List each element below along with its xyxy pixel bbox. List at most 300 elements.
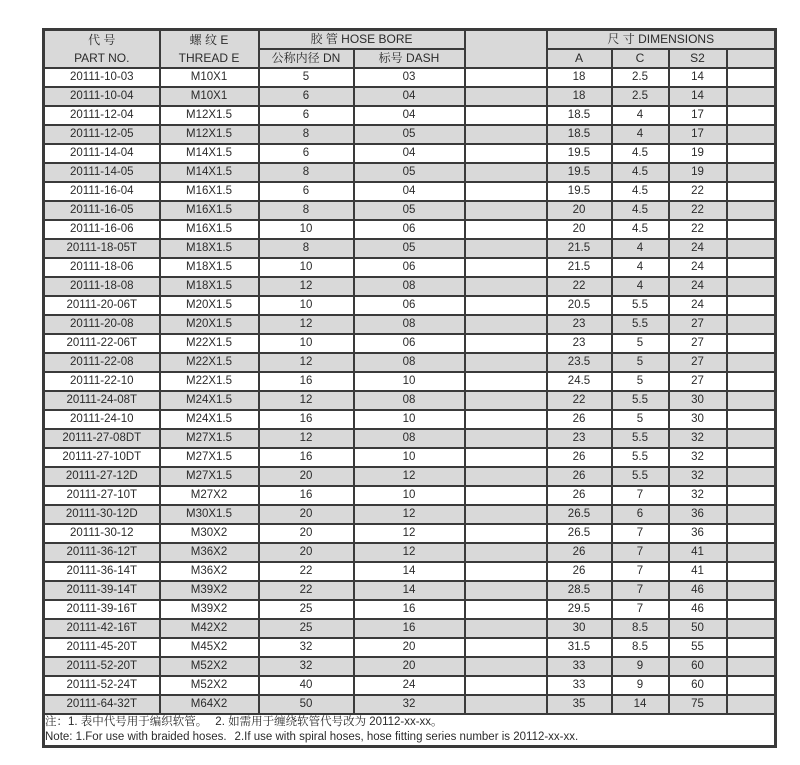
cell-s2: 41 [669, 543, 727, 562]
cell-c: 14 [612, 695, 669, 714]
cell-a: 18 [547, 68, 612, 87]
cell-a: 22 [547, 277, 612, 296]
table-row [44, 391, 776, 410]
table-body [44, 68, 776, 714]
cell-thread: M22X1.5 [160, 372, 259, 391]
cell-s2: 24 [669, 239, 727, 258]
cell-c: 4 [612, 277, 669, 296]
cell-dash: 08 [354, 315, 465, 334]
cell-c: 2.5 [612, 68, 669, 87]
cell-dn: 16 [259, 372, 354, 391]
cell-a: 26 [547, 486, 612, 505]
cell-c: 5.5 [612, 429, 669, 448]
cell-c: 5.5 [612, 448, 669, 467]
cell-dn: 5 [259, 68, 354, 87]
cell-a: 18 [547, 87, 612, 106]
table-row [44, 315, 776, 334]
cell-spacer-mid [465, 220, 547, 239]
cell-c: 7 [612, 543, 669, 562]
cell-dash: 20 [354, 657, 465, 676]
table-row [44, 144, 776, 163]
cell-dash: 05 [354, 239, 465, 258]
cell-spacer-right [727, 258, 776, 277]
cell-thread: M30X2 [160, 524, 259, 543]
cell-part-no: 20111-30-12D [44, 505, 160, 524]
cell-spacer-mid [465, 87, 547, 106]
cell-thread: M22X1.5 [160, 334, 259, 353]
cell-dn: 6 [259, 87, 354, 106]
table-row [44, 657, 776, 676]
cell-spacer-mid [465, 505, 547, 524]
cell-s2: 30 [669, 410, 727, 429]
cell-thread: M45X2 [160, 638, 259, 657]
cell-spacer-mid [465, 600, 547, 619]
cell-dash: 06 [354, 296, 465, 315]
cell-c: 9 [612, 676, 669, 695]
table-row [44, 277, 776, 296]
cell-a: 23.5 [547, 353, 612, 372]
cell-a: 22 [547, 391, 612, 410]
spec-table [42, 28, 777, 748]
cell-thread: M27X1.5 [160, 429, 259, 448]
cell-spacer-mid [465, 125, 547, 144]
cell-spacer-mid [465, 448, 547, 467]
cell-dn: 6 [259, 144, 354, 163]
cell-a: 26.5 [547, 505, 612, 524]
cell-spacer-right [727, 505, 776, 524]
cell-part-no: 20111-22-06T [44, 334, 160, 353]
cell-s2: 17 [669, 125, 727, 144]
cell-dash: 16 [354, 619, 465, 638]
cell-spacer-mid [465, 619, 547, 638]
cell-c: 6 [612, 505, 669, 524]
table-row [44, 410, 776, 429]
cell-s2: 32 [669, 429, 727, 448]
cell-spacer-right [727, 353, 776, 372]
cell-thread: M18X1.5 [160, 277, 259, 296]
cell-spacer-right [727, 315, 776, 334]
cell-spacer-mid [465, 239, 547, 258]
cell-spacer-right [727, 201, 776, 220]
cell-spacer-mid [465, 258, 547, 277]
cell-dn: 20 [259, 505, 354, 524]
table-row [44, 258, 776, 277]
cell-thread: M36X2 [160, 543, 259, 562]
cell-spacer-right [727, 524, 776, 543]
cell-a: 23 [547, 429, 612, 448]
cell-thread: M24X1.5 [160, 410, 259, 429]
notes-cell [44, 714, 776, 747]
cell-part-no: 20111-10-04 [44, 87, 160, 106]
cell-dn: 25 [259, 619, 354, 638]
cell-c: 4.5 [612, 144, 669, 163]
cell-s2: 30 [669, 391, 727, 410]
cell-part-no: 20111-12-05 [44, 125, 160, 144]
cell-c: 7 [612, 562, 669, 581]
cell-c: 5 [612, 334, 669, 353]
cell-part-no: 20111-39-16T [44, 600, 160, 619]
table-row [44, 562, 776, 581]
table-row [44, 600, 776, 619]
cell-a: 23 [547, 334, 612, 353]
cell-thread: M16X1.5 [160, 220, 259, 239]
header-col-a: A [547, 49, 612, 68]
cell-s2: 32 [669, 448, 727, 467]
cell-spacer-right [727, 619, 776, 638]
cell-dash: 06 [354, 258, 465, 277]
table-row [44, 505, 776, 524]
cell-s2: 24 [669, 277, 727, 296]
cell-a: 33 [547, 676, 612, 695]
cell-spacer-right [727, 144, 776, 163]
cell-spacer-mid [465, 315, 547, 334]
cell-s2: 17 [669, 106, 727, 125]
cell-spacer-right [727, 467, 776, 486]
cell-s2: 32 [669, 486, 727, 505]
cell-dn: 40 [259, 676, 354, 695]
cell-part-no: 20111-52-24T [44, 676, 160, 695]
cell-dn: 10 [259, 220, 354, 239]
cell-c: 9 [612, 657, 669, 676]
table-row [44, 87, 776, 106]
table-row [44, 486, 776, 505]
note-zh-1: 注：1. 表中代号用于编织软管。 [45, 716, 208, 728]
cell-s2: 32 [669, 467, 727, 486]
cell-spacer-mid [465, 657, 547, 676]
cell-part-no: 20111-12-04 [44, 106, 160, 125]
cell-a: 26 [547, 543, 612, 562]
cell-a: 20.5 [547, 296, 612, 315]
table-row [44, 581, 776, 600]
cell-spacer-right [727, 695, 776, 714]
table-row [44, 106, 776, 125]
cell-spacer-right [727, 106, 776, 125]
cell-dn: 20 [259, 524, 354, 543]
cell-a: 31.5 [547, 638, 612, 657]
cell-part-no: 20111-16-04 [44, 182, 160, 201]
cell-a: 19.5 [547, 182, 612, 201]
cell-part-no: 20111-24-08T [44, 391, 160, 410]
cell-thread: M39X2 [160, 600, 259, 619]
cell-dn: 12 [259, 353, 354, 372]
cell-thread: M16X1.5 [160, 201, 259, 220]
cell-a: 28.5 [547, 581, 612, 600]
cell-a: 19.5 [547, 144, 612, 163]
cell-part-no: 20111-27-10DT [44, 448, 160, 467]
cell-s2: 22 [669, 220, 727, 239]
cell-s2: 22 [669, 182, 727, 201]
table-footer [44, 714, 776, 747]
table-row [44, 296, 776, 315]
cell-part-no: 20111-18-06 [44, 258, 160, 277]
table-row [44, 125, 776, 144]
cell-dn: 6 [259, 106, 354, 125]
cell-a: 24.5 [547, 372, 612, 391]
cell-a: 30 [547, 619, 612, 638]
cell-c: 5.5 [612, 315, 669, 334]
cell-spacer-mid [465, 543, 547, 562]
cell-spacer-right [727, 296, 776, 315]
cell-dn: 8 [259, 201, 354, 220]
note-zh-2: 2. 如需用于缠绕软管代号改为 20112-xx-xx。 [215, 716, 443, 728]
cell-a: 18.5 [547, 106, 612, 125]
cell-spacer-right [727, 372, 776, 391]
cell-spacer-mid [465, 429, 547, 448]
cell-spacer-mid [465, 391, 547, 410]
cell-c: 4.5 [612, 201, 669, 220]
cell-dash: 32 [354, 695, 465, 714]
table-row [44, 543, 776, 562]
note-line-zh [45, 715, 774, 730]
cell-spacer-right [727, 182, 776, 201]
cell-spacer-mid [465, 68, 547, 87]
cell-part-no: 20111-18-08 [44, 277, 160, 296]
cell-dash: 10 [354, 410, 465, 429]
cell-a: 26 [547, 562, 612, 581]
cell-c: 4 [612, 125, 669, 144]
cell-part-no: 20111-16-06 [44, 220, 160, 239]
cell-thread: M30X1.5 [160, 505, 259, 524]
cell-dash: 24 [354, 676, 465, 695]
cell-thread: M10X1 [160, 68, 259, 87]
cell-dn: 16 [259, 486, 354, 505]
cell-part-no: 20111-22-10 [44, 372, 160, 391]
cell-dn: 8 [259, 163, 354, 182]
cell-spacer-mid [465, 410, 547, 429]
header-thread-zh: 螺 纹 E [189, 33, 229, 47]
cell-part-no: 20111-10-03 [44, 68, 160, 87]
cell-part-no: 20111-14-05 [44, 163, 160, 182]
cell-dn: 32 [259, 657, 354, 676]
cell-part-no: 20111-45-20T [44, 638, 160, 657]
cell-dn: 10 [259, 296, 354, 315]
table-row [44, 638, 776, 657]
cell-thread: M20X1.5 [160, 296, 259, 315]
cell-dn: 10 [259, 258, 354, 277]
cell-part-no: 20111-20-06T [44, 296, 160, 315]
cell-part-no: 20111-14-04 [44, 144, 160, 163]
cell-thread: M16X1.5 [160, 182, 259, 201]
header-col-s2: S2 [669, 49, 727, 68]
table-row [44, 429, 776, 448]
header-spacer-mid [465, 30, 547, 69]
cell-spacer-right [727, 125, 776, 144]
cell-dash: 14 [354, 581, 465, 600]
cell-s2: 14 [669, 68, 727, 87]
cell-dash: 10 [354, 372, 465, 391]
cell-spacer-right [727, 163, 776, 182]
cell-thread: M12X1.5 [160, 106, 259, 125]
cell-spacer-mid [465, 372, 547, 391]
header-dash: 标号 DASH [354, 49, 465, 68]
header-part-no-en: PART NO. [74, 51, 130, 65]
cell-part-no: 20111-42-16T [44, 619, 160, 638]
cell-part-no: 20111-24-10 [44, 410, 160, 429]
cell-dash: 04 [354, 106, 465, 125]
cell-thread: M39X2 [160, 581, 259, 600]
cell-dn: 6 [259, 182, 354, 201]
cell-c: 4 [612, 106, 669, 125]
cell-a: 20 [547, 201, 612, 220]
header-part-no [44, 30, 160, 69]
cell-a: 26.5 [547, 524, 612, 543]
cell-s2: 41 [669, 562, 727, 581]
table-row [44, 448, 776, 467]
cell-spacer-right [727, 581, 776, 600]
cell-dash: 12 [354, 505, 465, 524]
cell-part-no: 20111-36-14T [44, 562, 160, 581]
cell-a: 18.5 [547, 125, 612, 144]
table-row [44, 220, 776, 239]
cell-spacer-mid [465, 182, 547, 201]
cell-thread: M36X2 [160, 562, 259, 581]
cell-c: 8.5 [612, 619, 669, 638]
cell-a: 26 [547, 448, 612, 467]
cell-dn: 10 [259, 334, 354, 353]
cell-thread: M27X2 [160, 486, 259, 505]
cell-spacer-right [727, 448, 776, 467]
cell-spacer-mid [465, 144, 547, 163]
cell-s2: 75 [669, 695, 727, 714]
cell-part-no: 20111-20-08 [44, 315, 160, 334]
cell-c: 5 [612, 353, 669, 372]
header-part-no-zh: 代 号 [88, 33, 116, 47]
cell-part-no: 20111-30-12 [44, 524, 160, 543]
cell-a: 26 [547, 410, 612, 429]
cell-c: 4 [612, 239, 669, 258]
cell-dash: 05 [354, 163, 465, 182]
cell-spacer-mid [465, 676, 547, 695]
cell-dn: 32 [259, 638, 354, 657]
table-row [44, 676, 776, 695]
cell-s2: 14 [669, 87, 727, 106]
cell-dn: 22 [259, 581, 354, 600]
cell-thread: M20X1.5 [160, 315, 259, 334]
cell-thread: M18X1.5 [160, 239, 259, 258]
cell-dn: 25 [259, 600, 354, 619]
table-row [44, 239, 776, 258]
cell-part-no: 20111-27-10T [44, 486, 160, 505]
cell-c: 5.5 [612, 391, 669, 410]
cell-spacer-mid [465, 581, 547, 600]
header-hose-bore: 胶 管 HOSE BORE [259, 30, 465, 50]
cell-thread: M14X1.5 [160, 163, 259, 182]
header-row-1 [44, 30, 776, 50]
cell-thread: M10X1 [160, 87, 259, 106]
cell-thread: M14X1.5 [160, 144, 259, 163]
cell-dn: 12 [259, 429, 354, 448]
cell-c: 5.5 [612, 296, 669, 315]
cell-a: 20 [547, 220, 612, 239]
cell-part-no: 20111-22-08 [44, 353, 160, 372]
cell-dash: 06 [354, 220, 465, 239]
cell-c: 7 [612, 486, 669, 505]
cell-c: 4.5 [612, 220, 669, 239]
cell-spacer-right [727, 486, 776, 505]
cell-dash: 16 [354, 600, 465, 619]
cell-thread: M12X1.5 [160, 125, 259, 144]
cell-s2: 22 [669, 201, 727, 220]
cell-s2: 55 [669, 638, 727, 657]
cell-spacer-right [727, 657, 776, 676]
cell-s2: 36 [669, 524, 727, 543]
cell-spacer-right [727, 68, 776, 87]
header-thread [160, 30, 259, 69]
cell-spacer-right [727, 600, 776, 619]
cell-dn: 8 [259, 239, 354, 258]
cell-spacer-mid [465, 334, 547, 353]
cell-thread: M27X1.5 [160, 448, 259, 467]
cell-spacer-right [727, 239, 776, 258]
cell-dn: 20 [259, 543, 354, 562]
cell-c: 5.5 [612, 467, 669, 486]
cell-thread: M27X1.5 [160, 467, 259, 486]
cell-s2: 27 [669, 353, 727, 372]
cell-dash: 10 [354, 448, 465, 467]
cell-spacer-right [727, 87, 776, 106]
cell-c: 5 [612, 410, 669, 429]
cell-dash: 03 [354, 68, 465, 87]
table-row [44, 467, 776, 486]
cell-thread: M52X2 [160, 676, 259, 695]
cell-c: 4.5 [612, 163, 669, 182]
table-row [44, 619, 776, 638]
cell-c: 4.5 [612, 182, 669, 201]
cell-a: 21.5 [547, 258, 612, 277]
cell-s2: 60 [669, 657, 727, 676]
cell-dash: 12 [354, 524, 465, 543]
note-line-en [45, 730, 774, 745]
cell-part-no: 20111-27-12D [44, 467, 160, 486]
cell-dash: 14 [354, 562, 465, 581]
cell-s2: 50 [669, 619, 727, 638]
cell-s2: 36 [669, 505, 727, 524]
cell-dn: 16 [259, 410, 354, 429]
cell-c: 8.5 [612, 638, 669, 657]
cell-spacer-mid [465, 296, 547, 315]
cell-spacer-right [727, 543, 776, 562]
cell-spacer-mid [465, 277, 547, 296]
cell-s2: 27 [669, 334, 727, 353]
cell-part-no: 20111-18-05T [44, 239, 160, 258]
cell-dash: 08 [354, 429, 465, 448]
cell-thread: M24X1.5 [160, 391, 259, 410]
notes-row [44, 714, 776, 747]
cell-a: 19.5 [547, 163, 612, 182]
cell-s2: 27 [669, 372, 727, 391]
cell-dash: 12 [354, 543, 465, 562]
cell-spacer-mid [465, 562, 547, 581]
cell-part-no: 20111-16-05 [44, 201, 160, 220]
cell-dn: 12 [259, 277, 354, 296]
table-row [44, 353, 776, 372]
cell-spacer-right [727, 334, 776, 353]
cell-dash: 05 [354, 201, 465, 220]
cell-c: 2.5 [612, 87, 669, 106]
cell-s2: 46 [669, 600, 727, 619]
cell-dash: 20 [354, 638, 465, 657]
table-row [44, 182, 776, 201]
cell-dash: 10 [354, 486, 465, 505]
table-header [44, 30, 776, 69]
cell-spacer-mid [465, 163, 547, 182]
table-row [44, 163, 776, 182]
cell-spacer-mid [465, 201, 547, 220]
cell-c: 7 [612, 524, 669, 543]
cell-thread: M64X2 [160, 695, 259, 714]
cell-s2: 46 [669, 581, 727, 600]
cell-c: 4 [612, 258, 669, 277]
